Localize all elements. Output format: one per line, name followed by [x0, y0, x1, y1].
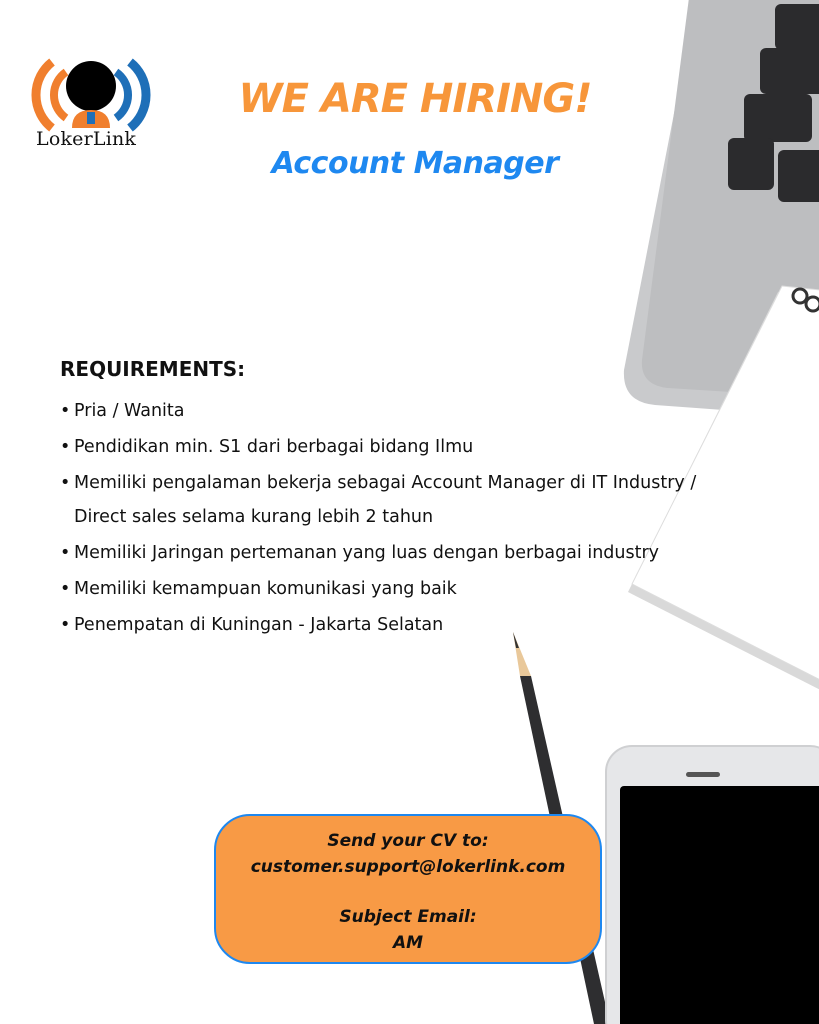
- subject-label: Subject Email:: [339, 907, 477, 927]
- smartphone-icon: [606, 746, 819, 1024]
- hiring-headline: WE ARE HIRING!: [238, 76, 592, 122]
- apply-instructions-box: [214, 814, 602, 964]
- subject-value: AM: [392, 933, 424, 953]
- job-position-title: Account Manager: [271, 146, 559, 181]
- signal-wave-icon: [26, 56, 160, 134]
- requirement-item: • Pendidikan min. S1 dari berbagai bidang Ilmu: [60, 430, 760, 464]
- brand-name: LokerLink: [36, 128, 137, 150]
- send-cv-label: Send your CV to:: [327, 831, 489, 851]
- requirement-item: • Memiliki pengalaman bekerja sebagai Account Manager di IT Industry / Direct sales selama kurang lebih 2 tahun: [60, 466, 714, 534]
- requirements-title: REQUIREMENTS:: [60, 357, 246, 381]
- requirement-item: • Penempatan di Kuningan - Jakarta Selatan: [60, 608, 760, 642]
- requirement-item: • Memiliki kemampuan komunikasi yang baik: [60, 572, 760, 606]
- contact-email[interactable]: customer.support@lokerlink.com: [250, 857, 566, 877]
- requirement-item: • Memiliki Jaringan pertemanan yang luas dengan berbagai industry: [60, 536, 760, 570]
- brand-logo: [26, 56, 160, 152]
- requirements-list: [60, 394, 760, 644]
- requirement-item: • Pria / Wanita: [60, 394, 760, 428]
